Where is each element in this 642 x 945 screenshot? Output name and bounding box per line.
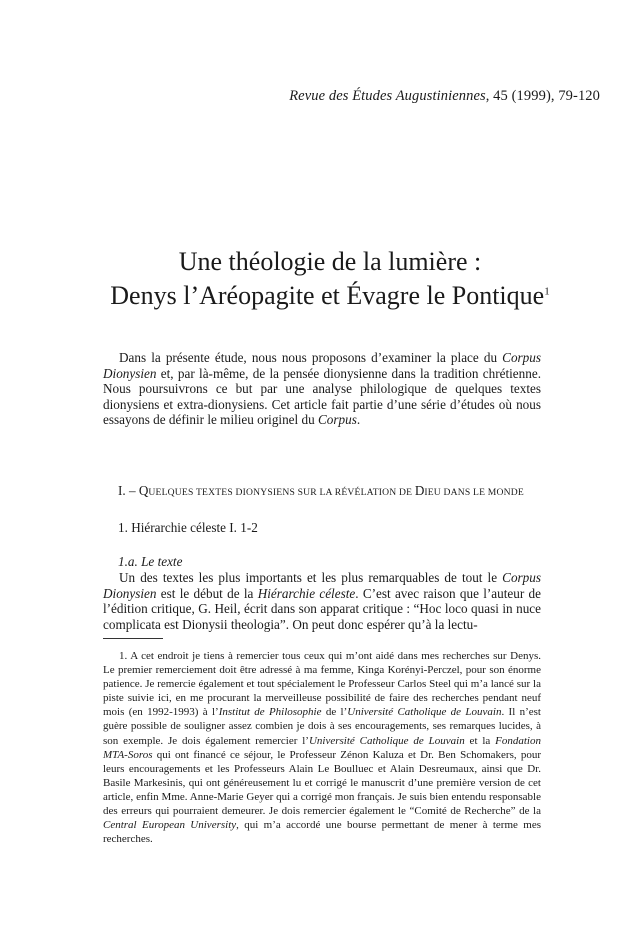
section-smallcaps: UELQUES TEXTES DIONYSIENS SUR LA RÉVÉLATION DE bbox=[148, 487, 415, 498]
footnote-italic: Central European University bbox=[103, 819, 237, 832]
footnote-text: de l’ bbox=[321, 706, 348, 719]
subsection-heading: 1. Hiérarchie céleste I. 1-2 bbox=[118, 520, 258, 535]
title-footnote-mark[interactable]: 1 bbox=[544, 285, 550, 298]
section-initial: Q bbox=[138, 483, 149, 498]
footnote-text: , qui m’a accordé une bourse permettant de mener à terme mes recherches. bbox=[103, 819, 541, 846]
intro-text: et, par là-même, de la pensée dionysienne dans la tradition chrétienne. Nous poursuivrons ce but par une analyse philologique de quelques textes dionysiens et extra-dionysiens. Cet article fait partie d’une série d’études où nous essayons de définir le milieu originel du bbox=[103, 365, 541, 428]
footnote-italic: Université Catholique de Louvain bbox=[308, 734, 465, 747]
title-line-2-text: Denys l’Aréopagite et Évagre le Pontique bbox=[110, 281, 545, 310]
footnote-italic: Institut de Philosophie bbox=[218, 706, 322, 719]
section-initial: D bbox=[414, 483, 425, 498]
footnote-text: . Il n’est guère possible de souligner assez combien je dois à ses encouragements, ses remarques lucides, à son exemple. Je dois également remercier l’ bbox=[103, 706, 541, 747]
intro-italic: Corpus bbox=[317, 412, 357, 428]
title-line-1: Une théologie de la lumière : bbox=[178, 247, 482, 276]
body-paragraph bbox=[103, 570, 541, 632]
body-text: Un des textes les plus importants et les plus remarquables de tout le bbox=[119, 570, 503, 585]
body-text: est le début de la bbox=[156, 585, 258, 601]
intro-text: . bbox=[356, 412, 361, 428]
section-number: I. – bbox=[118, 483, 139, 498]
footnote-italic: Fondation MTA-Soros bbox=[103, 734, 541, 761]
footnote-text: 1. A cet endroit je tiens à remercier tous ceux qui m’ont aidé dans mes recherches sur Denys. Le premier remerciement doit être adressé à ma femme, Kinga Korényi-Perczel, pour son énorme patience. Je remercie également et tout spécialement le Professeur Carlos Steel qui m’a lancé sur la piste suivie ici, en me procurant la merveilleuse possibilité de faire des recherches pendant neuf mois (en 1992-1993) à l’ bbox=[103, 650, 541, 719]
running-header bbox=[0, 88, 600, 105]
intro-italic: Corpus Dionysien bbox=[103, 350, 541, 381]
body-italic: Hiérarchie céleste bbox=[257, 585, 356, 601]
intro-text: Dans la présente étude, nous nous proposons d’examiner la place du bbox=[119, 350, 503, 365]
article-title bbox=[60, 245, 600, 313]
footnote bbox=[103, 649, 541, 846]
journal-citation: , 45 (1999), 79-120 bbox=[485, 88, 600, 104]
footnote-text: qui ont financé ce séjour, le Professeur Zénon Kaluza et Dr. Ben Schomakers, pour leurs encouragements et les Professeurs Alain Le Boulluec et Alain Desreumaux, ainsi que Dr. Basile Markesinis, qui ont généreusement lu et corrigé le manuscrit d’une première version de cet article, enfin Mme. Anne-Marie Geyer qui a corrigé mon français. Je suis bien entendu responsable des erreurs qui pourraient demeurer. Je dois remercier également le “Comité de Recherche” de la bbox=[103, 748, 541, 818]
section-smallcaps: IEU DANS LE MONDE bbox=[424, 487, 524, 498]
subsubsection-heading: 1.a. Le texte bbox=[118, 554, 183, 569]
body-text: . C’est avec raison que l’auteur de l’édition critique, G. Heil, écrit dans son apparat critique : “Hoc loco quasi in nuce complicata est Dionysii theologia”. On peut donc espérer qu’à la lectu- bbox=[103, 585, 542, 632]
footnote-text: et la bbox=[464, 734, 496, 747]
intro-paragraph bbox=[103, 350, 541, 428]
journal-name: Revue des Études Augustiniennes bbox=[289, 88, 486, 104]
body-italic: Corpus Dionysien bbox=[103, 570, 541, 601]
title-line-2 bbox=[60, 279, 600, 313]
footnote-divider bbox=[103, 638, 163, 639]
footnote-italic: Université Catholique de Louvain bbox=[347, 706, 502, 719]
section-heading bbox=[118, 483, 548, 499]
